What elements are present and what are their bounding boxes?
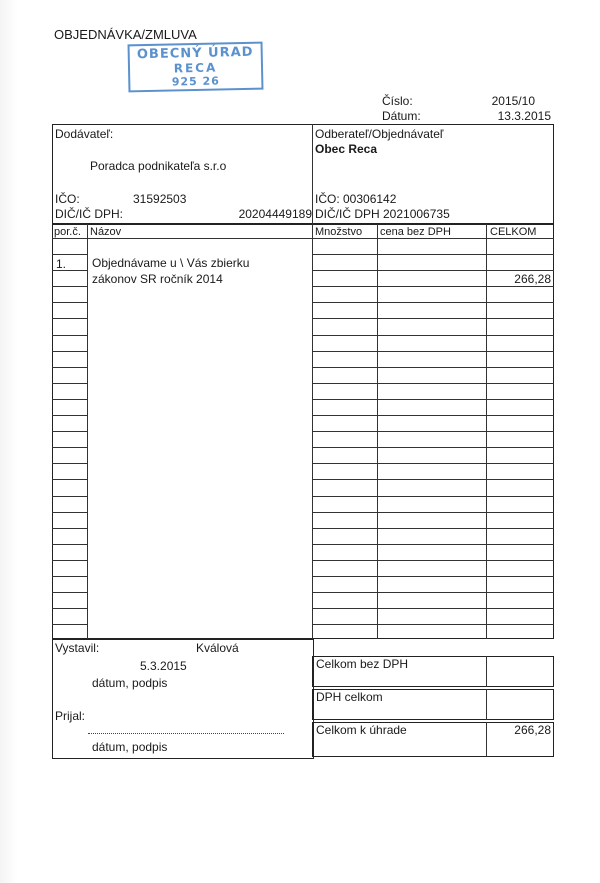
supplier-name: Poradca podnikateľa s.r.o — [90, 159, 227, 173]
supplier-dic-value: 20204449189 — [238, 207, 312, 221]
party-divider — [312, 124, 313, 224]
items-table-row-line — [312, 463, 554, 464]
date-value: 13.3.2015 — [497, 109, 551, 123]
items-table-row-line — [312, 576, 554, 577]
items-table-row-line — [52, 576, 87, 577]
items-table-row-line — [312, 399, 554, 400]
customer-name: Obec Reca — [315, 142, 378, 156]
supplier-ico-value: 31592503 — [133, 192, 187, 206]
item-1-number: 1. — [56, 257, 67, 271]
col-header-name: Názov — [90, 226, 122, 238]
items-table-row-line — [312, 415, 554, 416]
items-table-row-line — [312, 608, 554, 609]
items-table-row-line — [52, 479, 87, 480]
k-uhrade-value: 266,28 — [514, 723, 551, 737]
item-1-name-line1: Objednávame u \ Vás zbierku — [92, 256, 250, 270]
col-header-price: cena bez DPH — [380, 226, 451, 238]
number-value: 2015/10 — [491, 94, 535, 108]
date-label: Dátum: — [382, 109, 421, 123]
items-table-row-line — [52, 463, 87, 464]
col-header-total: CELKOM — [490, 226, 537, 238]
items-table-row-line — [312, 544, 554, 545]
customer-ico: IČO: 00306142 — [315, 192, 397, 206]
items-table-row-line — [52, 318, 87, 319]
items-table-row-line — [312, 496, 554, 497]
issued-date-signature-caption: dátum, podpis — [92, 676, 168, 690]
supplier-label: Dodávateľ: — [55, 127, 114, 141]
items-table-row-line — [52, 367, 87, 368]
received-date-signature-caption: dátum, podpis — [92, 740, 168, 754]
items-table-row-line — [312, 512, 554, 513]
stamp-line-2: RECA — [173, 60, 218, 76]
items-table-row-line — [312, 447, 554, 448]
issued-date: 5.3.2015 — [140, 659, 187, 673]
signature-line — [88, 733, 284, 734]
issued-by-name: Kválová — [196, 641, 239, 655]
items-table-row-line — [52, 512, 87, 513]
items-table-row-line — [52, 351, 87, 352]
items-table-row-line — [52, 431, 87, 432]
k-uhrade-label: Celkom k úhrade — [316, 723, 407, 737]
paper-edge — [0, 0, 18, 883]
document-title: OBJEDNÁVKA/ZMLUVA — [54, 27, 197, 42]
items-table-row-line — [312, 318, 554, 319]
items-table-row-line — [312, 302, 554, 303]
dph-celkom-divider — [486, 689, 487, 720]
items-table-row-line — [52, 399, 87, 400]
items-table-row-line — [312, 528, 554, 529]
items-table-row-line — [52, 496, 87, 497]
stamp-line-3: 925 26 — [171, 74, 220, 89]
items-table-row-line — [312, 351, 554, 352]
items-table-row-line — [52, 302, 87, 303]
supplier-ico-label: IČO: — [55, 192, 80, 206]
office-stamp — [128, 42, 264, 93]
sum-bez-dph-divider — [486, 656, 487, 687]
stamp-line-1: OBECNÝ ÚRAD — [136, 44, 254, 63]
dph-celkom-label: DPH celkom — [316, 690, 383, 704]
items-table-row-line — [52, 528, 87, 529]
items-table-row-line — [312, 335, 554, 336]
items-table-row-line — [312, 270, 554, 271]
customer-label: Odberateľ/Objednávateľ — [315, 127, 444, 141]
number-label: Číslo: — [382, 94, 413, 108]
sum-bez-dph-label: Celkom bez DPH — [316, 657, 409, 671]
items-table-row-line — [312, 592, 554, 593]
items-table-row-line — [312, 560, 554, 561]
item-1-total: 266,28 — [514, 272, 551, 286]
items-table-row-line — [312, 254, 554, 255]
item-1-name-line2: zákonov SR ročník 2014 — [92, 272, 223, 286]
items-table-row-line — [312, 431, 554, 432]
items-table-row-line — [312, 479, 554, 480]
items-table-row-line — [52, 286, 87, 287]
items-table-row-line — [52, 544, 87, 545]
customer-dic: DIČ/IČ DPH 2021006735 — [315, 207, 450, 221]
items-table-row-line — [52, 560, 87, 561]
issued-by-label: Vystavil: — [55, 641, 100, 655]
items-table-header-line — [52, 238, 554, 239]
supplier-dic-label: DIČ/IČ DPH: — [55, 207, 124, 221]
items-table-row-line — [312, 383, 554, 384]
col-header-no: por.č. — [54, 226, 81, 238]
items-table-row-line — [52, 383, 87, 384]
items-table-row-line — [312, 367, 554, 368]
items-table-row-line — [312, 624, 554, 625]
items-table-column-line — [87, 224, 88, 639]
items-table-row-line — [52, 447, 87, 448]
received-by-label: Prijal: — [55, 709, 86, 723]
items-table-row-line — [52, 335, 87, 336]
col-header-qty: Množstvo — [315, 226, 363, 238]
items-table-row-line — [52, 608, 87, 609]
items-table-row-line — [312, 286, 554, 287]
items-table-row-line — [52, 624, 87, 625]
items-table-row-line — [52, 592, 87, 593]
items-table-row-line — [52, 254, 87, 255]
items-table-row-line — [52, 415, 87, 416]
